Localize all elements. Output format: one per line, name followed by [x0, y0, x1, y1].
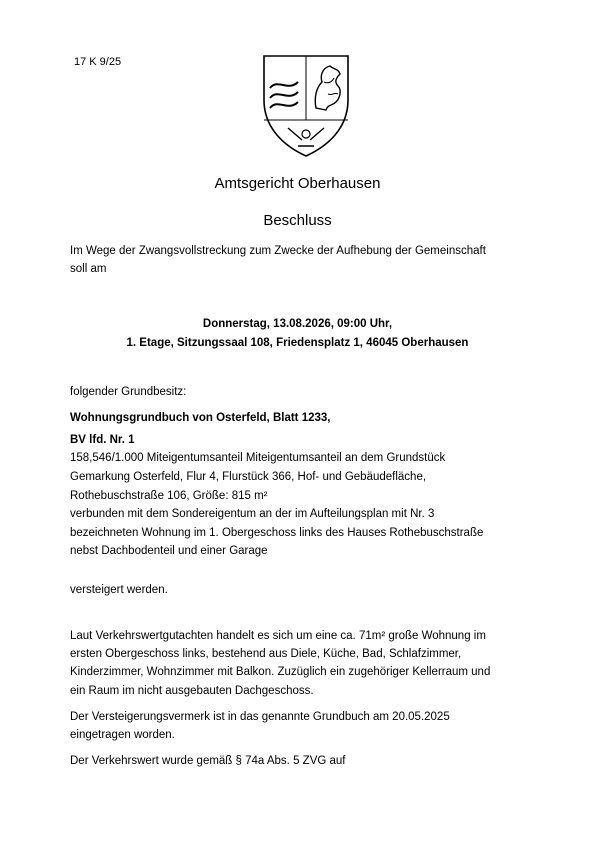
property-detail-2: Gemarkung Osterfeld, Flur 4, Flurstück 366, Hof- und Gebäudefläche,	[70, 471, 427, 483]
property-detail-4: verbunden mit dem Sondereigentum an der im Aufteilungsplan mit Nr. 3	[70, 508, 435, 520]
registration-line-1: Der Versteigerungsvermerk ist in das genannte Grundbuch am 20.05.2025	[70, 711, 450, 723]
property-detail-3: Rothebuschstraße 106, Größe: 815 m²	[70, 490, 268, 502]
auction-date: Donnerstag, 13.08.2026, 09:00 Uhr,	[202, 318, 393, 330]
appraisal-line-3: Kinderzimmer, Wohnzimmer mit Balkon. Zuzüglich ein zugehöriger Kellerraum und	[70, 666, 491, 678]
land-register: Wohnungsgrundbuch von Osterfeld, Blatt 1233,	[70, 412, 331, 424]
auction-location: 1. Etage, Sitzungssaal 108, Friedensplatz 1, 46045 Oberhausen	[126, 337, 469, 349]
case-number: 17 K 9/25	[74, 56, 122, 68]
market-value-line: Der Verkehrswert wurde gemäß § 74a Abs. 5 ZVG auf	[70, 755, 346, 767]
property-detail-6: nebst Dachbodenteil und einer Garage	[70, 545, 268, 557]
appraisal-line-2: ersten Obergeschoss links, bestehend aus Diele, Küche, Bad, Schlafzimmer,	[70, 648, 462, 660]
bv-number: BV lfd. Nr. 1	[70, 434, 135, 446]
appraisal-line-4: ein Raum im nicht ausgebauten Dachgeschoss.	[70, 685, 314, 697]
coat-of-arms-icon	[258, 48, 354, 160]
property-detail-1: 158,546/1.000 Miteigentumsanteil Miteigentumsanteil an dem Grundstück	[70, 452, 446, 464]
property-detail-5: bezeichneten Wohnung im 1. Obergeschoss links des Hauses Rothebuschstraße	[70, 527, 484, 539]
property-intro: folgender Grundbesitz:	[70, 386, 187, 398]
appraisal-line-1: Laut Verkehrswertgutachten handelt es sich um eine ca. 71m² große Wohnung im	[70, 630, 486, 642]
auction-statement: versteigert werden.	[70, 584, 168, 596]
court-name: Amtsgericht Oberhausen	[214, 175, 381, 192]
document-type: Beschluss	[263, 212, 332, 229]
registration-line-2: eingetragen worden.	[70, 729, 175, 741]
intro-line-1: Im Wege der Zwangsvollstreckung zum Zwecke der Aufhebung der Gemeinschaft	[70, 245, 486, 257]
intro-line-2: soll am	[70, 263, 107, 275]
